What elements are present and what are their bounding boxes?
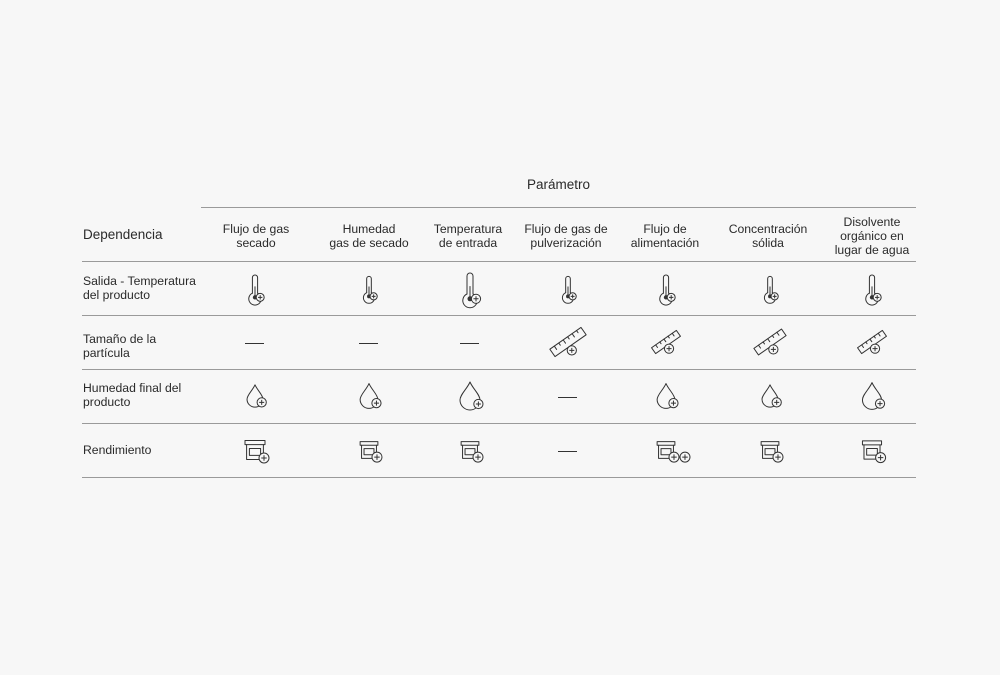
container-plus-glyph (420, 424, 520, 476)
container-plus-glyph (319, 424, 419, 476)
droplet-plus-icon (822, 370, 922, 422)
column-header: Humedad gas de secado (329, 222, 409, 250)
droplet-plus-glyph (822, 370, 922, 422)
container-plus-glyph (616, 424, 716, 476)
column-header: Flujo de gas secado (222, 222, 290, 250)
row-header-label: Dependencia (83, 227, 163, 242)
thermometer-plus-glyph (518, 262, 618, 314)
ruler-plus-icon (720, 316, 820, 368)
row-label: Tamaño de la partícula (83, 332, 157, 360)
droplet-plus-glyph (720, 370, 820, 422)
droplet-plus-glyph (319, 370, 419, 422)
column-header: Disolvente orgánico en lugar de agua (834, 215, 910, 257)
container-plus-icon (720, 424, 820, 476)
thermometer-plus-icon (319, 262, 419, 314)
column-header: Temperatura de entrada (433, 222, 503, 250)
droplet-plus-icon (205, 370, 305, 422)
row-divider (82, 477, 916, 478)
container-plus-glyph (205, 424, 305, 476)
thermometer-plus-glyph (319, 262, 419, 314)
thermometer-plus-glyph (205, 262, 305, 314)
thermometer-plus-icon (205, 262, 305, 314)
ruler-plus-icon (518, 316, 618, 368)
no-effect-dash (359, 343, 378, 344)
row-label: Humedad final del producto (83, 381, 182, 409)
thermometer-plus-icon (720, 262, 820, 314)
ruler-plus-glyph (822, 316, 922, 368)
thermometer-plus-icon (420, 262, 520, 314)
column-header: Flujo de alimentación (630, 222, 700, 250)
droplet-plus-icon (720, 370, 820, 422)
no-effect-dash (558, 397, 577, 398)
thermometer-plus-icon (822, 262, 922, 314)
container-plus-glyph (720, 424, 820, 476)
no-effect-dash (245, 343, 264, 344)
thermometer-plus-icon (616, 262, 716, 314)
no-effect-dash (558, 451, 577, 452)
ruler-plus-glyph (616, 316, 716, 368)
container-plus-icon (822, 424, 922, 476)
ruler-plus-glyph (720, 316, 820, 368)
ruler-plus-icon (616, 316, 716, 368)
ruler-plus-icon (822, 316, 922, 368)
column-header: Flujo de gas de pulverización (524, 222, 608, 250)
droplet-plus-glyph (420, 370, 520, 422)
column-header: Concentración sólida (728, 222, 808, 250)
container-plus-icon (420, 424, 520, 476)
droplet-plus-glyph (616, 370, 716, 422)
table-title: Parámetro (526, 177, 591, 192)
no-effect-dash (460, 343, 479, 344)
thermometer-plus-glyph (822, 262, 922, 314)
thermometer-plus-glyph (420, 262, 520, 314)
droplet-plus-icon (420, 370, 520, 422)
droplet-plus-icon (616, 370, 716, 422)
thermometer-plus-icon (518, 262, 618, 314)
thermometer-plus-glyph (616, 262, 716, 314)
droplet-plus-icon (319, 370, 419, 422)
container-plus-icon (616, 424, 716, 476)
row-label: Rendimiento (83, 443, 152, 457)
row-label: Salida - Temperatura del producto (83, 274, 196, 302)
container-plus-glyph (822, 424, 922, 476)
header-rule (201, 207, 916, 208)
container-plus-icon (319, 424, 419, 476)
ruler-plus-glyph (518, 316, 618, 368)
droplet-plus-glyph (205, 370, 305, 422)
container-plus-icon (205, 424, 305, 476)
thermometer-plus-glyph (720, 262, 820, 314)
